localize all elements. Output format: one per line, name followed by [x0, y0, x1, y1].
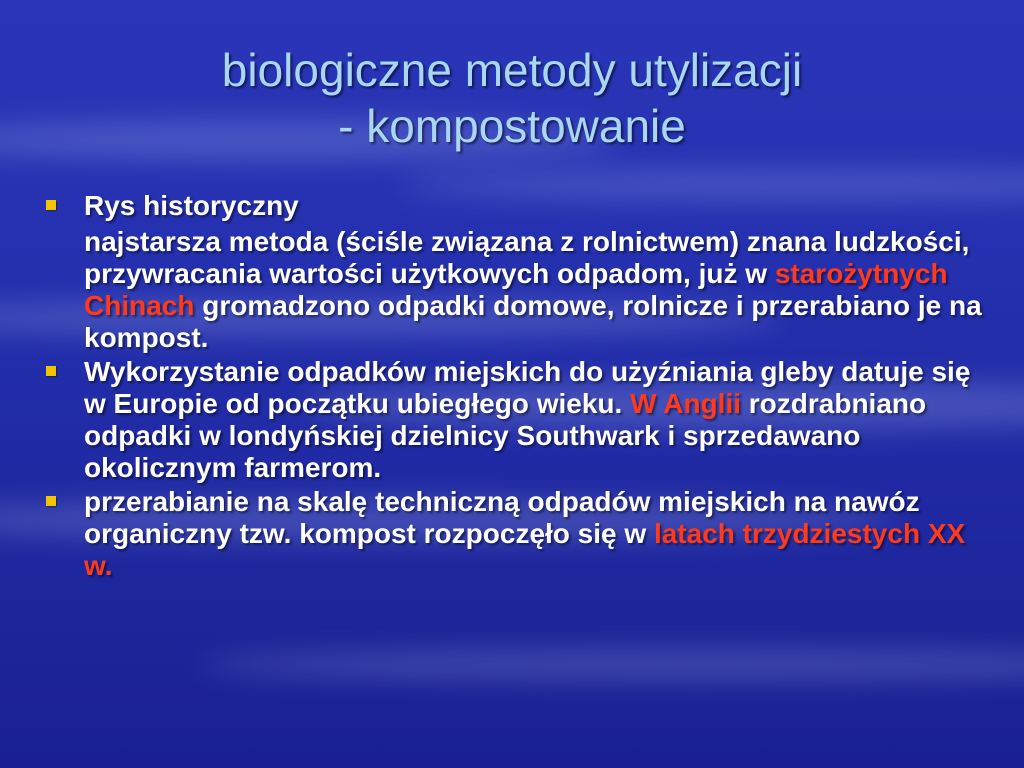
- highlight-text: latach trzydziestych XX w.: [84, 518, 966, 581]
- slide-title-line-1: biologiczne metody utylizacji: [221, 44, 803, 96]
- slide-title: [0, 42, 1024, 154]
- bullet-list: [44, 190, 994, 582]
- bullet-item-history: [44, 190, 994, 354]
- highlight-text: W Anglii: [630, 388, 741, 419]
- bullet-text: przerabianie na skalę techniczną odpadów miejskich na nawóz organiczny tzw. kompost rozpoczęło się w: [84, 486, 920, 549]
- bullet-item-europe: [44, 356, 994, 484]
- bullet-text: najstarsza metoda (ściśle związana z rolnictwem) znana ludzkości, przywracania wartości użytkowych odpadom, już w: [84, 226, 970, 289]
- bullet-text: gromadzono odpadki domowe, rolnicze i przerabiano je na kompost.: [84, 290, 982, 353]
- square-bullet-icon: [46, 200, 56, 210]
- highlight-text: starożytnych Chinach: [84, 258, 948, 321]
- bullet-text: Wykorzystanie odpadków miejskich do użyźniania gleby datuje się w Europie od początku ubiegłego wieku.: [84, 356, 971, 419]
- bullet-paragraph: [84, 486, 994, 582]
- square-bullet-icon: [46, 366, 56, 376]
- slide-title-line-2: - kompostowanie: [338, 100, 686, 152]
- square-bullet-icon: [46, 496, 56, 506]
- bullet-paragraph: [84, 356, 994, 484]
- bullet-heading: Rys historyczny: [84, 190, 299, 221]
- bullet-item-technical: [44, 486, 994, 582]
- bullet-paragraph: [84, 226, 994, 354]
- cloud-streak: [200, 650, 1024, 680]
- bullet-text: rozdrabniano odpadki w londyńskiej dzielnicy Southwark i sprzedawano okolicznym farmerom.: [84, 388, 927, 483]
